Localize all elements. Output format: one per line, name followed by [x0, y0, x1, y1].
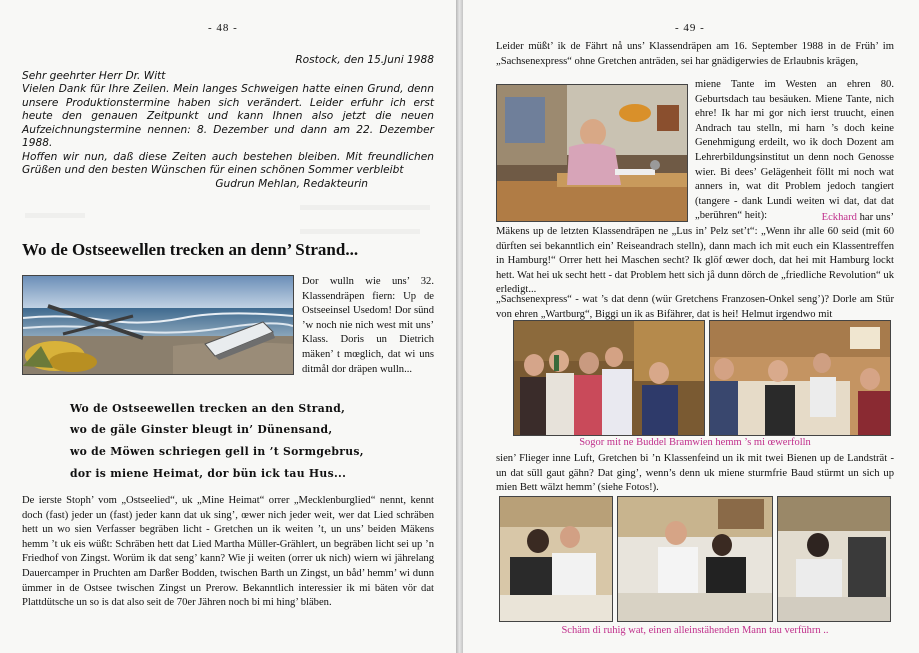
letter-paragraph: Vielen Dank für Ihre Zeilen. Mein langes Schweigen hatte einen Grund, denn unsere Produktionstermine haben sich verändert. Leider erfuhr ich erst heute den genauen Zeitpunkt und kann Ihnen also jetzt die neuen Aufzeichnungstermine nennen: 8. Dezember und dann am 22. Dezember 1988. — [22, 83, 434, 149]
verse-line: dor is miene Heimat, dor bün ick tau Hus... — [70, 467, 347, 480]
highlighted-name: Eckhard — [821, 212, 857, 223]
letter-paragraph: Hoffen wir nun, daß diese Zeiten auch bestehen bleiben. Mit freundlichen Grüßen und den besten Wünschen für einen schönen Sommer verbleibt — [22, 150, 434, 176]
photo-man-on-bed — [617, 496, 773, 622]
page-number: - 49 - — [675, 22, 705, 34]
letter-date: Rostock, den 15.Juni 1988 — [295, 54, 434, 66]
body-text: „Sachsenexpress“ - wat ’s dat denn (wür Gretchens Franzosen-Onkel seng’)? Dorle am Stür von ehren „Wartburg“, Biggi un ik as Bifährer, dat is hei! Helmut irgendwo mit — [496, 294, 894, 320]
photo-party-room — [709, 320, 891, 436]
letter-salutation: Sehr geehrter Herr Dr. Witt — [22, 69, 166, 82]
photo-caption: Sogor mit ne Buddel Bramwien hemm ’s mi œwerfolln — [579, 437, 811, 448]
body-text: Mäkens up de letzten Klassendräpen ne „Lus in’ Pelz set’t“: „Wenn ihr alle 60 seid (mit 60 dürften sei bekanntlich ein’ Reiseandrach stelln), dann mach ich mit euch ein Klassentreffen in Hamburg!“ Orrer hett hei Maschen secht? Ik glöf œwer doch, dat hei mit Hamburg lockt hett. Wat hei uk secht hett - dat Problem hett sich jå dunn dörch de „friedliche Revolution“ uk erledigt... — [496, 226, 894, 296]
photo-couple-on-bed — [499, 496, 613, 622]
body-text: sien’ Flieger inne Luft, Gretchen bi ’n Klassenfeind un ik mit twei Bienen up de Landsträt - un dat süll gaut gähn? Dat ging’, wenn’s denn uk miene sturmfrie Baud stürmt un sich up mien Bett wälzt hemm’ (siehe Fotos!). — [496, 453, 894, 494]
photo-man-at-desk — [496, 84, 688, 222]
verse-line: Wo de Ostseewellen trecken an den Strand, — [70, 402, 346, 415]
page-number: - 48 - — [208, 22, 238, 34]
book-spine — [456, 0, 463, 653]
photo-caption: Schäm di ruhig wat, einen alleinstähenden Mann tau verführn .. — [561, 625, 829, 636]
letter — [22, 54, 434, 191]
photo-woman-on-bed — [777, 496, 891, 622]
body-text: De ierste Stoph’ vom „Ostseelied“, uk „Mine Heimat“ orrer „Mecklenburglied“ nennt, kennt doch (fast) jeder un (fast) jeder kann dat uk sing’, œwer nich jeder weit, wer dat Lied schräben hett un wo sien Verfasser begräben licht - Gretchen un ik weiten ’t, un uns’ beiden Mäkens hemm ’t uk eis wüßt: Schräben hett dat Lied Martha Müller-Grählert, un begräben licht sei up ’n Friedhof von Zingst. Worüm ik dat seng’ kann? Wie ji weiten (orrer uk nich) wiern wi jährelang Dauercamper in Pruchten am Darßer Bodden, twischen Barth un Zingst, un båd’ hemm’ wi dunn ümmer in de Ostsee twischen Zingst un Prerow. Bekanntlich interessier ik mi bäten vör dat Plattdütsche un so is dat also seit de 70er Jähren noch bi mi hing’ bläben. — [22, 495, 434, 609]
photo-beach-boat — [22, 275, 294, 375]
verse-line: wo de Möwen schriegen gell in ’t Sormgebrus, — [70, 445, 364, 458]
verse-line: wo de gäle Ginster bleugt in’ Dünensand, — [70, 423, 333, 436]
left-page — [0, 0, 456, 653]
side-text: miene Tante im Westen an ehren 80. Geburtsdach tau besäuken. Miene Tante, nich ehre! Ik har mi gor nich ierst truucht, einen Andrach tau stelln, mi harn ’s doch keine Genehmigung erdeilt, wo ik doch Dozent am Lehrerbildungsinstitut un denn noch Genosse wier. Bi dees’ Gelägenheit föllt mi noch wat anners in, wat dit Problem jedoch tangiert (tangere - dank Lundi weiten wi dat, dat dat „berühren“ heit): — [695, 79, 894, 222]
right-page — [463, 0, 919, 653]
name-suffix: har uns’ — [856, 212, 894, 223]
section-heading: Wo de Ostseewellen trecken an denn’ Strand... — [22, 240, 359, 259]
side-text: Dor wulln wie uns’ 32. Klassendräpen fiern: Up de Ostseeinsel Usedom! Dor sünd ’w noch nie nich west mit uns’ Klass. Doris un Dietrich mäken’ t mœglich, dat wi uns ditmål dor dräpen wulln... — [302, 276, 434, 375]
letter-signature: Gudrun Mehlan, Redakteurin — [215, 177, 368, 190]
photo-group-with-bottle — [513, 320, 705, 436]
body-text: Leider müßt’ ik de Fährt nå uns’ Klassendräpen am 16. September 1988 in de Früh’ im „Sachsenexpress“ ohne Gretchen anträden, sei har gnädigerwies de Erlaubnis krägen, — [496, 41, 894, 67]
name-line — [695, 211, 894, 226]
